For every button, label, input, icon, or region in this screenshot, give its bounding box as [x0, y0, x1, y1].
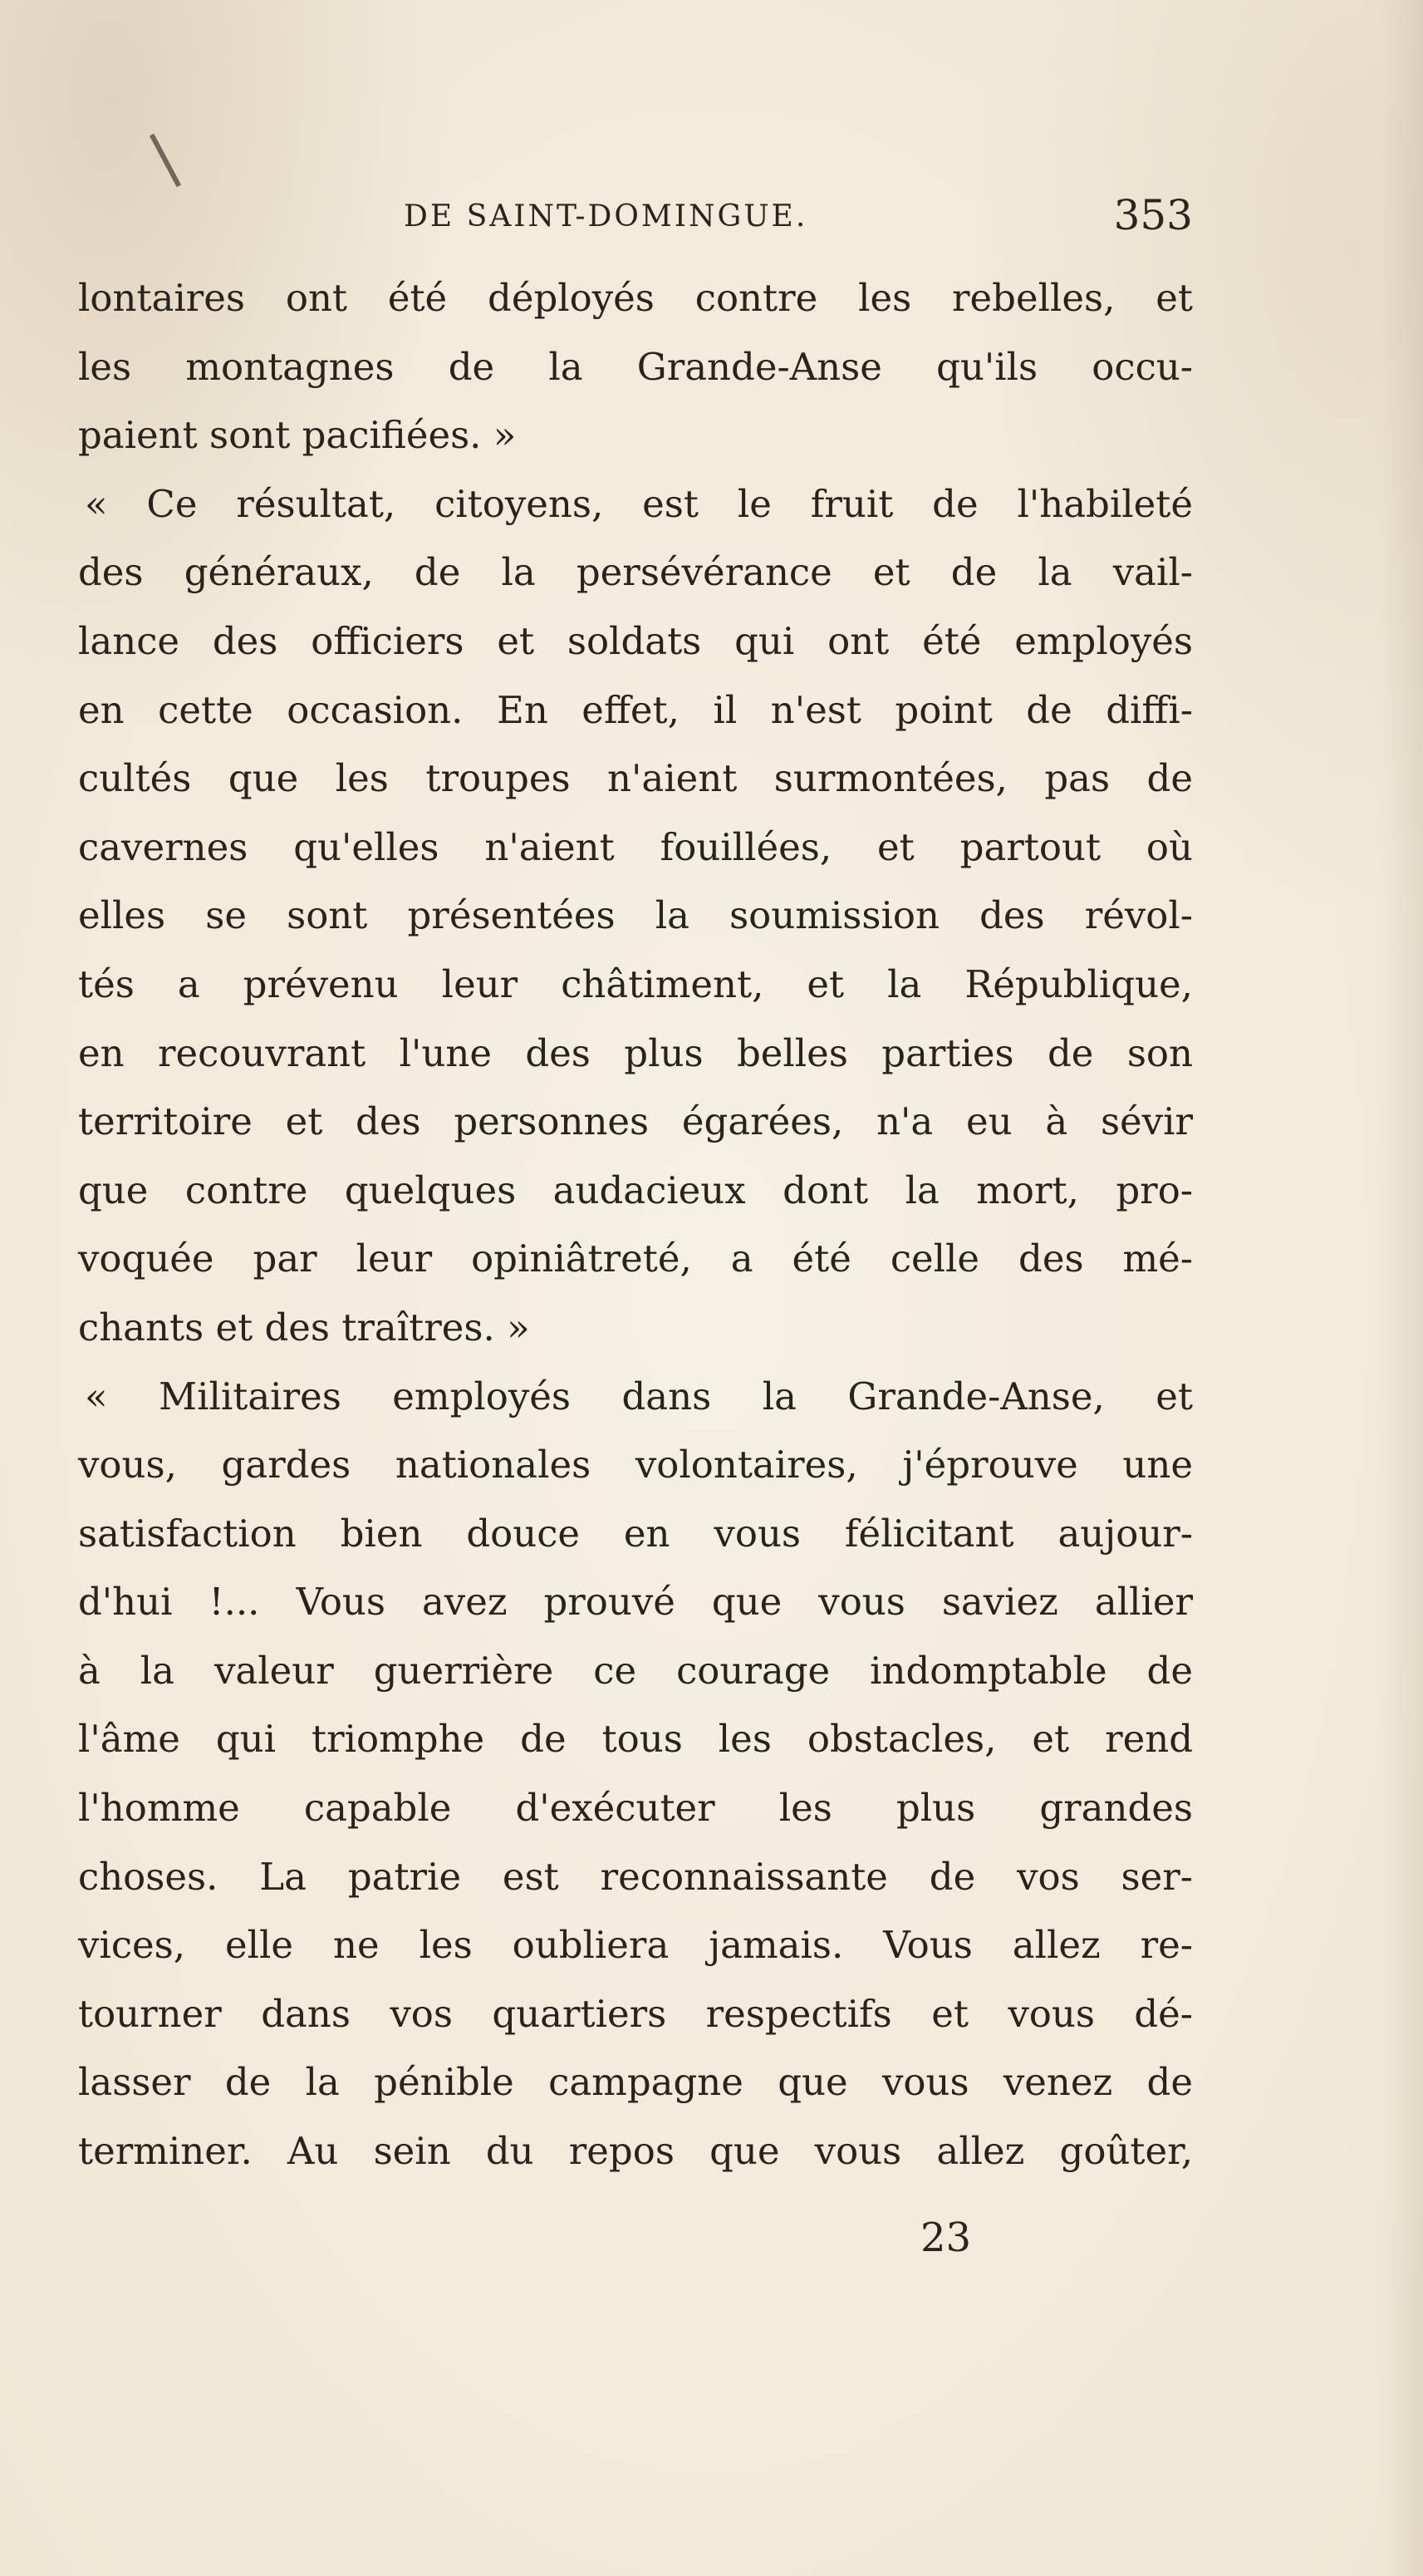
text-line: lance des officiers et soldats qui ont été employés: [78, 618, 1193, 663]
page-header: [404, 191, 1193, 249]
text-line: que contre quelques audacieux dont la mort, pro-: [78, 1168, 1193, 1212]
body-text: [78, 264, 1193, 2186]
text-line: terminer. Au sein du repos que vous allez goûter,: [78, 2129, 1193, 2174]
text-line: tourner dans vos quartiers respectifs et vous dé-: [78, 1991, 1193, 2036]
text-line: vices, elle ne les oubliera jamais. Vous allez re-: [78, 1923, 1193, 1968]
signature-mark: 23: [920, 2215, 972, 2261]
text-line: voquée par leur opiniâtreté, a été celle des mé-: [78, 1236, 1193, 1281]
page-edge-shadow: [1379, 0, 1423, 2576]
text-line: en recouvrant l'une des plus belles parties de son: [78, 1030, 1193, 1075]
text-line: elles se sont présentées la soumission des révol-: [78, 893, 1193, 938]
text-line: l'âme qui triomphe de tous les obstacles, et rend: [78, 1717, 1193, 1762]
running-head: DE SAINT-DOMINGUE.: [404, 199, 808, 234]
text-line: « Militaires employés dans la Grande-Anse, et: [85, 1374, 1193, 1418]
text-line: les montagnes de la Grande-Anse qu'ils occu-: [78, 344, 1193, 389]
text-line: cavernes qu'elles n'aient fouillées, et partout où: [78, 824, 1193, 869]
text-line: des généraux, de la persévérance et de la vail-: [78, 550, 1193, 595]
text-line: vous, gardes nationales volontaires, j'éprouve une: [78, 1443, 1193, 1487]
text-line: cultés que les troupes n'aient surmontées, pas de: [78, 756, 1193, 801]
text-line: « Ce résultat, citoyens, est le fruit de l'habileté: [85, 481, 1193, 526]
ink-mark: [150, 134, 181, 188]
text-line: en cette occasion. En effet, il n'est point de diffi-: [78, 687, 1193, 732]
page-number: 353: [1113, 191, 1193, 239]
text-line: paient sont pacifiées. »: [78, 413, 517, 458]
text-line: à la valeur guerrière ce courage indomptable de: [78, 1648, 1193, 1693]
text-line: l'homme capable d'exécuter les plus grandes: [78, 1786, 1193, 1831]
text-line: d'hui !... Vous avez prouvé que vous saviez allier: [78, 1580, 1193, 1625]
text-line: lasser de la pénible campagne que vous venez de: [78, 2060, 1193, 2105]
text-line: choses. La patrie est reconnaissante de vos ser-: [78, 1854, 1193, 1899]
text-line: territoire et des personnes égarées, n'a eu à sévir: [78, 1099, 1193, 1144]
text-line: lontaires ont été déployés contre les rebelles, et: [78, 276, 1193, 320]
text-line: chants et des traîtres. »: [78, 1305, 530, 1349]
text-line: tés a prévenu leur châtiment, et la République,: [78, 961, 1193, 1006]
text-line: satisfaction bien douce en vous félicitant aujour-: [78, 1511, 1193, 1556]
